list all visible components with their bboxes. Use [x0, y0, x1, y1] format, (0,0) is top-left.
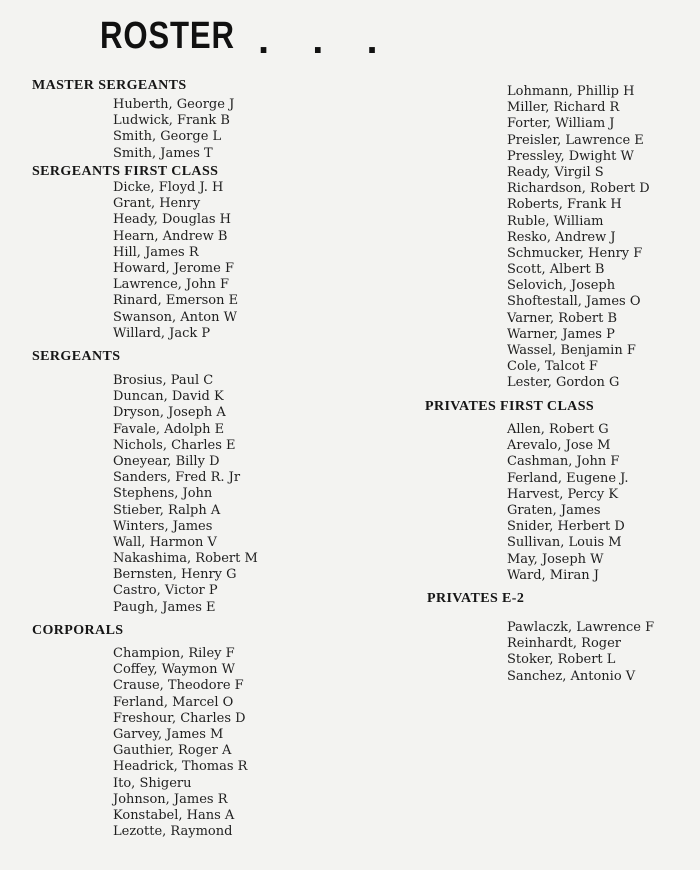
list-item: Champion, Riley F	[113, 646, 235, 661]
heading-privates-e2: PRIVATES E-2	[427, 591, 525, 606]
list-item: Snider, Herbert D	[507, 519, 625, 535]
list-privates-e2	[507, 620, 654, 685]
list-item: Stoker, Robert L	[507, 652, 616, 668]
list-item: Oneyear, Billy D	[113, 453, 220, 469]
list-item: Sanders, Fred R. Jr	[113, 470, 241, 486]
list-item: Stieber, Ralph A	[113, 502, 221, 518]
list-item: Smith, James T	[113, 145, 213, 161]
list-item: May, Joseph W	[507, 551, 604, 567]
list-item: Harvest, Percy K	[507, 486, 619, 502]
list-item: Rinard, Emerson E	[113, 293, 239, 309]
list-sergeants	[113, 373, 258, 616]
list-corporals	[113, 646, 247, 840]
list-item: Sanchez, Antonio V	[507, 668, 636, 684]
list-item: Lezotte, Raymond	[113, 824, 233, 840]
list-item: Pawlaczk, Lawrence F	[507, 620, 655, 635]
list-item: Pressley, Dwight W	[507, 148, 634, 164]
list-item: Cashman, John F	[507, 454, 620, 470]
list-item: Castro, Victor P	[113, 583, 218, 599]
heading-sergeants: SERGEANTS	[32, 349, 121, 364]
list-item: Graten, James	[507, 502, 601, 518]
list-item: Heady, Douglas H	[113, 212, 231, 228]
list-item: Headrick, Thomas R	[113, 759, 248, 775]
list-item: Ludwick, Frank B	[113, 113, 230, 129]
list-item: Ito, Shigeru	[113, 775, 192, 791]
list-item: Lester, Gordon G	[507, 375, 620, 391]
list-item: Hill, James R	[113, 244, 199, 260]
list-item: Brosius, Paul C	[113, 373, 214, 388]
list-item: Lawrence, John F	[113, 277, 229, 293]
list-item: Cole, Talcot F	[507, 359, 598, 375]
list-item: Swanson, Anton W	[113, 309, 237, 325]
list-item: Shoftestall, James O	[507, 294, 641, 310]
list-item: Allen, Robert G	[507, 422, 609, 437]
list-item: Miller, Richard R	[507, 100, 620, 116]
list-item: Lohmann, Phillip H	[507, 84, 635, 99]
roster-title: ROSTER	[100, 15, 235, 57]
list-item: Huberth, George J	[113, 97, 235, 112]
list-item: Freshour, Charles D	[113, 710, 246, 726]
list-item: Dicke, Floyd J. H	[113, 180, 224, 195]
list-item: Scott, Albert B	[507, 262, 605, 278]
list-item: Sullivan, Louis M	[507, 535, 622, 551]
list-item: Gauthier, Roger A	[113, 743, 232, 759]
list-item: Ferland, Marcel O	[113, 694, 234, 710]
list-item: Duncan, David K	[113, 389, 224, 405]
list-item: Konstabel, Hans A	[113, 807, 235, 823]
list-item: Selovich, Joseph	[507, 278, 616, 294]
heading-privates-first-class: PRIVATES FIRST CLASS	[425, 399, 595, 414]
list-item: Hearn, Andrew B	[113, 228, 228, 244]
list-item: Paugh, James E	[113, 599, 216, 615]
list-master-sergeants	[113, 97, 234, 162]
list-item: Nichols, Charles E	[113, 437, 236, 453]
list-item: Smith, George L	[113, 129, 222, 145]
list-item: Johnson, James R	[113, 791, 228, 807]
list-item: Crause, Theodore F	[113, 678, 244, 694]
list-item: Nakashima, Robert M	[113, 551, 258, 567]
list-item: Stephens, John	[113, 486, 213, 502]
list-privates-first-class	[507, 422, 629, 584]
list-item: Bernsten, Henry G	[113, 567, 237, 583]
list-item: Reinhardt, Roger	[507, 636, 622, 652]
list-item: Dryson, Joseph A	[113, 405, 226, 421]
list-item: Winters, James	[113, 518, 213, 534]
list-item: Wassel, Benjamin F	[507, 343, 636, 358]
list-item: Richardson, Robert D	[507, 181, 650, 197]
list-item: Ferland, Eugene J.	[507, 470, 629, 486]
list-item: Favale, Adolph E	[113, 421, 225, 437]
list-item: Arevalo, Jose M	[507, 438, 611, 454]
list-item: Ruble, William	[507, 213, 604, 229]
list-item: Howard, Jerome F	[113, 260, 234, 276]
list-item: Garvey, James M	[113, 726, 224, 742]
list-item: Varner, Robert B	[507, 310, 618, 326]
list-sergeants-first-class	[113, 180, 238, 342]
heading-corporals: CORPORALS	[32, 623, 124, 638]
list-item: Roberts, Frank H	[507, 197, 622, 213]
list-item: Warner, James P	[507, 326, 615, 342]
list-item: Preisler, Lawrence E	[507, 132, 644, 148]
heading-master-sergeants: MASTER SERGEANTS	[32, 78, 187, 93]
list-item: Ready, Virgil S	[507, 164, 604, 180]
list-item: Schmucker, Henry F	[507, 245, 643, 261]
list-item: Ward, Miran J	[507, 567, 599, 583]
list-item: Resko, Andrew J	[507, 229, 616, 245]
list-item: Coffey, Waymon W	[113, 662, 235, 678]
list-corporals-continued	[507, 84, 650, 392]
title-ellipsis: . . .	[258, 18, 394, 62]
list-item: Forter, William J	[507, 116, 615, 132]
list-item: Willard, Jack P	[113, 325, 211, 341]
list-item: Grant, Henry	[113, 196, 201, 212]
heading-sergeants-first-class: SERGEANTS FIRST CLASS	[32, 164, 219, 179]
list-item: Wall, Harmon V	[113, 534, 217, 550]
